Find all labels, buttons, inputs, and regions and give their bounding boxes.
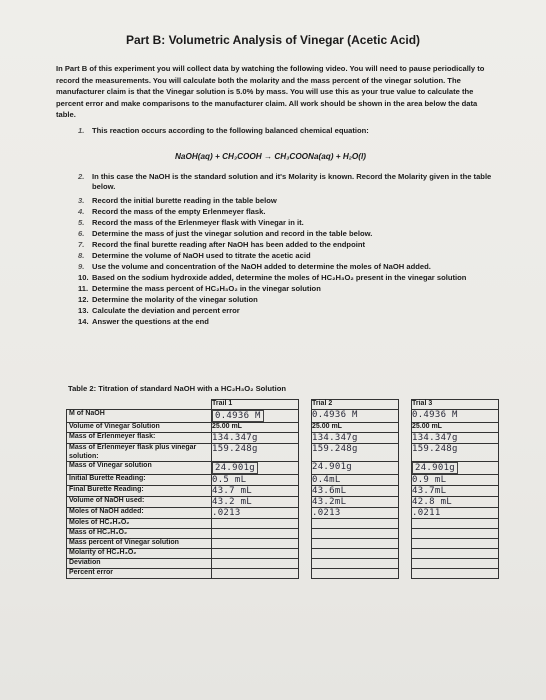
trial-2-value	[312, 539, 399, 549]
trial-3-value: 43.7mL	[412, 486, 447, 496]
table-row	[67, 433, 499, 444]
step-1-number: 1.	[78, 126, 85, 135]
row-label: Mass of Erlenmeyer flask:	[67, 433, 212, 444]
step-4-number: 4.	[78, 207, 85, 216]
step-8-number: 8.	[78, 251, 85, 260]
step-12-number: 12.	[78, 295, 89, 304]
trial-2-value: 159.248g	[312, 444, 358, 454]
row-label: Moles of NaOH added:	[67, 508, 212, 519]
trial-3-value: .0211	[412, 508, 441, 518]
table-row	[67, 423, 499, 433]
trial-2-value	[312, 529, 399, 539]
row-label: Percent error	[67, 569, 212, 579]
trial-3-value: 24.901g	[412, 462, 458, 474]
page-title: Part B: Volumetric Analysis of Vinegar (Acetic Acid)	[125, 33, 421, 47]
titration-table	[66, 399, 499, 579]
table-row	[67, 539, 499, 549]
header-blank	[67, 400, 212, 410]
row-label: Initial Burette Reading:	[67, 475, 212, 486]
step-14-text: Answer the questions at the end	[92, 317, 209, 326]
step-5-number: 5.	[78, 218, 85, 227]
step-13-number: 13.	[78, 306, 89, 315]
step-6-text: Determine the mass of just the vinegar solution and record in the table below.	[92, 229, 373, 238]
trial-3-value: 0.4936 M	[412, 410, 458, 420]
table-row	[67, 410, 499, 423]
step-14-number: 14.	[78, 317, 89, 326]
trial-2-value: .0213	[312, 508, 341, 518]
step-5-text: Record the mass of the Erlenmeyer flask with Vinegar in it.	[92, 218, 304, 227]
table-row	[67, 462, 499, 475]
trial-1-value: 0.4936 M	[212, 410, 264, 422]
trial-1-value: 25.00 mL	[212, 423, 299, 433]
row-label: Final Burette Reading:	[67, 486, 212, 497]
table-row	[67, 529, 499, 539]
row-label: Volume of NaOH used:	[67, 497, 212, 508]
trial-2-value: 43.2mL	[312, 497, 347, 507]
table-row	[67, 444, 499, 462]
trial-3-value	[412, 549, 499, 559]
step-7-number: 7.	[78, 240, 85, 249]
trial-2-value: 134.347g	[312, 433, 358, 443]
table-row	[67, 508, 499, 519]
trial-3-value: 42.8 mL	[412, 497, 453, 507]
table-row	[67, 497, 499, 508]
step-9-number: 9.	[78, 262, 85, 271]
trial-3-value: 159.248g	[412, 444, 458, 454]
trial-3-value	[412, 529, 499, 539]
trial-2-value	[312, 519, 399, 529]
row-label: Mass percent of Vinegar solution	[67, 539, 212, 549]
trial-2-value: 43.6mL	[312, 486, 347, 496]
trial-2-value: 0.4mL	[312, 475, 341, 485]
trial-2-value	[312, 549, 399, 559]
row-label: Volume of Vinegar Solution	[67, 423, 212, 433]
step-10-text: Based on the sodium hydroxide added, determine the moles of HC₂H₃O₂ present in the vinegar solution	[92, 273, 467, 282]
step-12-text: Determine the molarity of the vinegar solution	[92, 295, 258, 304]
row-label: Mass of Erlenmeyer flask plus vinegar solution:	[67, 444, 212, 462]
balanced-equation: NaOH(aq) + CH₃COOH → CH₃COONa(aq) + H₂O(l)	[175, 152, 366, 161]
table-caption: Table 2: Titration of standard NaOH with a HC₂H₃O₂ Solution	[68, 384, 286, 393]
trial-1-value: 43.7 mL	[212, 486, 253, 496]
table-row	[67, 475, 499, 486]
header-trial-1: Trail 1	[212, 400, 299, 410]
trial-1-value: 24.901g	[212, 462, 258, 474]
step-1-text: This reaction occurs according to the following balanced chemical equation:	[92, 126, 369, 135]
trial-3-value	[412, 539, 499, 549]
trial-1-value	[212, 559, 299, 569]
trial-3-value	[412, 559, 499, 569]
table-row	[67, 559, 499, 569]
trial-3-value: 134.347g	[412, 433, 458, 443]
row-label: Molarity of HC₂H₃O₂	[67, 549, 212, 559]
row-label: Mass of Vinegar solution	[67, 462, 212, 475]
header-trial-3: Trial 3	[412, 400, 499, 410]
header-trial-2: Trial 2	[312, 400, 399, 410]
table-row	[67, 486, 499, 497]
trial-1-value: 43.2 mL	[212, 497, 253, 507]
trial-2-value	[312, 569, 399, 579]
trial-3-value	[412, 569, 499, 579]
trial-1-value: .0213	[212, 508, 241, 518]
trial-1-value	[212, 569, 299, 579]
step-4-text: Record the mass of the empty Erlenmeyer flask.	[92, 207, 266, 216]
trial-3-value: 0.9 mL	[412, 475, 447, 485]
step-11-number: 11.	[78, 284, 89, 293]
step-13-text: Calculate the deviation and percent error	[92, 306, 240, 315]
table-header-row	[67, 400, 499, 410]
table-row	[67, 549, 499, 559]
row-label: Moles of HC₂H₃O₂	[67, 519, 212, 529]
trial-1-value	[212, 539, 299, 549]
trial-1-value	[212, 519, 299, 529]
step-11-text: Determine the mass percent of HC₂H₃O₂ in the vinegar solution	[92, 284, 321, 293]
step-7-text: Record the final burette reading after NaOH has been added to the endpoint	[92, 240, 365, 249]
trial-2-value: 0.4936 M	[312, 410, 358, 420]
step-2-number: 2.	[78, 172, 85, 181]
step-3-text: Record the initial burette reading in the table below	[92, 196, 277, 205]
row-label: Deviation	[67, 559, 212, 569]
table-row	[67, 519, 499, 529]
step-9-text: Use the volume and concentration of the NaOH added to determine the moles of NaOH added.	[92, 262, 431, 271]
table-row	[67, 569, 499, 579]
trial-3-value	[412, 519, 499, 529]
row-label: Mass of HC₂H₃O₂	[67, 529, 212, 539]
trial-3-value: 25.00 mL	[412, 423, 499, 433]
row-label: M of NaOH	[67, 410, 212, 423]
trial-1-value	[212, 529, 299, 539]
step-10-number: 10.	[78, 273, 89, 282]
step-2-text: In this case the NaOH is the standard solution and it's Molarity is known. Record the Molarity given in the table below.	[92, 172, 492, 191]
trial-1-value	[212, 549, 299, 559]
trial-1-value: 159.248g	[212, 444, 258, 454]
trial-1-value: 134.347g	[212, 433, 258, 443]
intro-paragraph: In Part B of this experiment you will collect data by watching the following video. You will need to pause periodically to record the measurements. You will calculate both the molarity and the mass percent of the vinegar solution. The manufacturer claim is that the Vinegar solution is 5.0% by mass. You will use this as your true value to calculate the percent error and make comparisons to the manufacturer claim. All work should be shown in the area below the data table.	[56, 64, 485, 120]
trial-2-value	[312, 559, 399, 569]
step-6-number: 6.	[78, 229, 85, 238]
trial-1-value: 0.5 mL	[212, 475, 247, 485]
trial-2-value: 24.901g	[312, 462, 353, 472]
step-3-number: 3.	[78, 196, 85, 205]
trial-2-value: 25.00 mL	[312, 423, 399, 433]
step-8-text: Determine the volume of NaOH used to titrate the acetic acid	[92, 251, 311, 260]
